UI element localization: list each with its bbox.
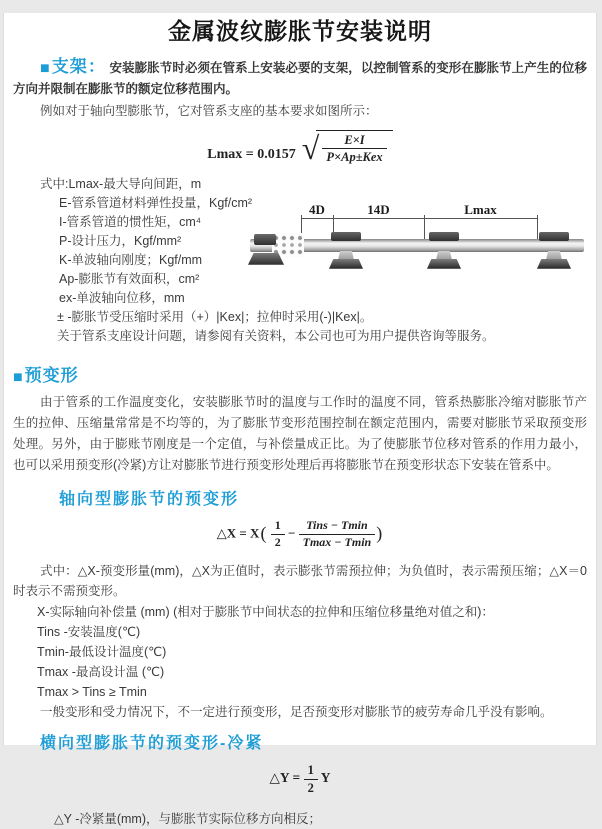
anchor-base: [248, 253, 284, 265]
dimension-line: [301, 218, 538, 219]
section-bullet-icon: ■: [13, 368, 24, 386]
axial-notes-block: [13, 561, 587, 722]
dimension-label-14d: 14D: [367, 201, 390, 217]
open-paren: (: [260, 523, 267, 544]
sqrt-expression: [302, 130, 393, 165]
definition-line: P-设计压力，Kgf/mm²: [59, 233, 182, 248]
definition-line: E-管系管道材料弹性投量，Kgf/cm²: [59, 195, 253, 210]
temperature-numerator: Tins − Tmin: [299, 519, 376, 535]
axial-closing-paragraph: 一般变形和受力情况下，不一定进行预变形，足否预变形对膨胀节的疲劳寿命几乎没有影响。: [40, 705, 553, 720]
pipe-support: [328, 232, 364, 268]
lmax-formula-numerator: E×I: [322, 133, 386, 149]
definitions-and-diagram: [13, 175, 587, 346]
preform-body-paragraph: 由于管系的工作温度变化，安装膨胀节时的温度与工作时的温度不同，管系热膨胀冷缩对膨胀节产生的拉伸、压缩量常常是不均等的，为了膨胀节变形范围控制在额定范围内，需要对膨胀节采取预变形处理。另外，由于膨账节刚度是一个定值，与补偿量成正比。为了使膨胀节位移对管系的作用力最小，也可以采用预变形(冷紧)方让对膨胀节进行预变形处理后再将膨胀节在预变形状态下安装在管系中。: [13, 394, 587, 472]
support-riser: [436, 251, 452, 260]
definition-line: 式中:Lmax-最大导向间距，m: [40, 176, 202, 191]
support-example-line: 例如对于轴向型膨胀节，它对管系支座的基本要求如图所示：: [40, 104, 378, 118]
temperature-fraction: [299, 519, 376, 550]
preform-section-heading: [13, 361, 587, 386]
support-base: [329, 259, 363, 269]
half-fraction: [271, 519, 285, 550]
document-page: [3, 13, 597, 827]
lateral-formula-rhs: Y: [320, 770, 331, 786]
close-paren: ): [376, 523, 383, 544]
half-numerator: 1: [271, 519, 285, 535]
pipe-support-diagram: [242, 203, 602, 295]
lmax-formula-lhs: Lmax = 0.0157: [207, 146, 296, 162]
pipe-support: [426, 232, 462, 268]
dimension-label-lmax: Lmax: [464, 201, 497, 217]
temperature-denominator: Tmax − Tmin: [302, 534, 372, 549]
definition-line: ex-单波轴向位移，mm: [59, 290, 185, 305]
axial-parameter-list: [37, 602, 587, 702]
dimension-tick: [424, 215, 425, 241]
support-clamp: [429, 232, 459, 241]
definition-line: I-管系管道的惯性矩，cm⁴: [59, 214, 202, 229]
axial-note-line: Tins -安装温度(℃): [37, 625, 141, 640]
axial-preform-heading: 轴向型膨胀节的预变形: [59, 490, 240, 508]
lmax-formula: [13, 130, 587, 165]
support-base: [537, 259, 571, 269]
support-clamp: [539, 232, 569, 241]
axial-shizhong-paragraph: 式中：△X-预变形量(mm)，△X为正值时，表示膨张节需预拉伸；为负值时，表示需预压缩；△X＝0时表示不需预变形。: [13, 564, 587, 599]
sqrt-radical-icon: √: [301, 129, 320, 166]
support-clamp: [331, 232, 361, 241]
support-base: [427, 259, 461, 269]
support-intro-paragraph: [13, 56, 587, 100]
axial-note-line: X-实际轴向补偿量 (mm) (相对于膨胀节中间状态的拉伸和压缩位移量绝对值之和)：: [37, 605, 494, 620]
pipe-support: [536, 232, 572, 268]
dimension-label-4d: 4D: [309, 201, 325, 217]
support-section-heading: [40, 57, 106, 76]
definition-line: K-单波轴向刚度；Kgf/mm: [59, 252, 203, 267]
half-denominator: 2: [274, 534, 281, 549]
lateral-preform-heading: 横向型膨胀节的预变形-冷紧: [40, 735, 264, 753]
axial-note-line: Tmax > Tins ≥ Tmin: [37, 685, 147, 700]
lateral-formula-lhs: △Y =: [269, 770, 301, 786]
definition-line: ± -膨胀节受压缩时采用（+）|Kex|；拉伸时采用(-)|Kex|。: [57, 309, 373, 324]
section-bullet-icon: ■: [40, 60, 51, 77]
lateral-denominator: 2: [307, 780, 314, 795]
support-riser: [338, 251, 354, 260]
support-heading-label: 支架：: [51, 57, 106, 76]
support-intro-text: 安装膨胀节时必须在管系上安装必要的支架，以控制管系的变形在膨胀节上产生的位移方向并限制在膨胀节的额定位移范围内。: [13, 61, 587, 96]
lateral-note-line: △Y -冷紧量(mm)，与膨胀节实际位移方向相反；: [54, 812, 322, 827]
lmax-formula-denominator: P×Ap±Kex: [326, 150, 383, 165]
page-title: 金属波纹膨胀节安装说明: [168, 18, 432, 44]
axial-note-line: Tmin-最低设计温度(℃): [37, 645, 167, 660]
axial-note-line: Tmax -最高设计温 (℃): [37, 665, 165, 680]
support-note-line: 关于管系支座设计问题，请参阅有关资料，本公司也可为用户提供咨询等服务。: [57, 328, 495, 343]
lateral-preform-formula: [13, 763, 587, 795]
lateral-numerator: 1: [304, 763, 318, 779]
lateral-half-fraction: [304, 763, 318, 795]
preform-heading-label: 预变形: [24, 365, 79, 385]
definition-line: Ap-膨胀节有效面积，cm²: [59, 271, 200, 286]
axial-preform-formula: [13, 519, 587, 550]
axial-formula-lhs: △X = X: [216, 525, 260, 541]
minus-sign: −: [287, 525, 296, 541]
anchor-clamp: [254, 234, 276, 245]
support-riser: [546, 251, 562, 260]
